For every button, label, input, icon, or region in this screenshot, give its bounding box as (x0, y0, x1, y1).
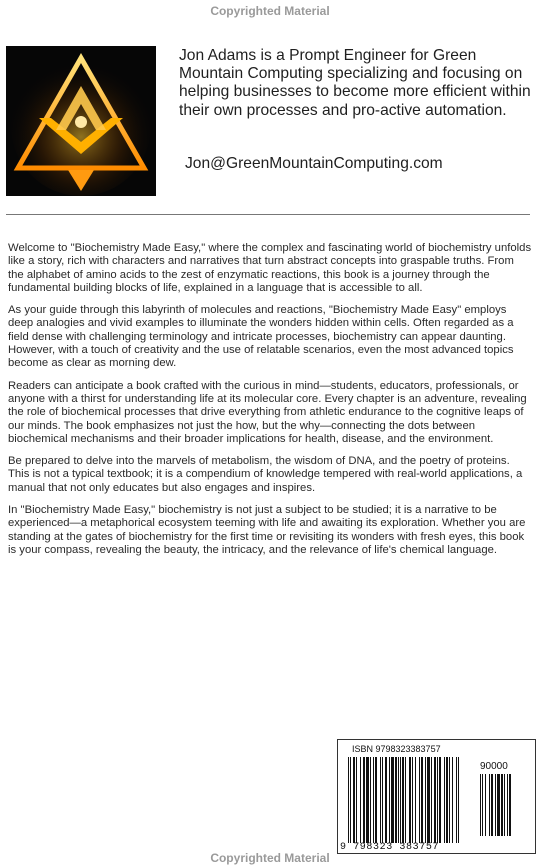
triangle-logo (6, 46, 156, 196)
copyright-watermark-bottom: Copyrighted Material (210, 851, 330, 865)
copyright-watermark-top: Copyrighted Material (210, 4, 330, 18)
triangle-logo-icon (6, 46, 156, 196)
isbn-label: ISBN 9798323383757 (352, 744, 441, 754)
price-barcode-icon (480, 774, 522, 836)
price-code: 90000 (480, 761, 508, 772)
description-paragraph-3: Readers can anticipate a book crafted with the curious in mind—students, educators, professionals, or anyone with a thirst for understanding life at its molecular core. Every chapter is an adventure, revealing the role of biochemical processes that drive everything from athletic endurance to the cognitive leaps of our minds. The book emphasizes not just the how, but the why—connecting the dots between biochemical mechanisms and their broader implications for health, disease, and the environment. (8, 379, 527, 445)
ean-digits: 9 798323 383757 (340, 842, 440, 853)
isbn-barcode (337, 739, 536, 854)
description-paragraph-5: In "Biochemistry Made Easy," biochemistry is not just a subject to be studied; it is a narrative to be experienced—a metaphorical ecosystem teeming with life and awaiting its exploration. Whether you are standing at the gates of biochemistry for the first time or revisiting its wonders with fresh eyes, this book is your compass, revealing the beauty, the intricacy, and the relevance of life's chemical language. (8, 504, 526, 556)
description-paragraph-1: Welcome to "Biochemistry Made Easy," where the complex and fascinating world of biochemistry unfolds like a story, rich with characters and narratives that turn abstract concepts into graspable truths. From the alphabet of amino acids to the zest of enzymatic reactions, this book is a journey through the fundamental building blocks of life, explained in a language that is accessible to all. (8, 242, 532, 294)
book-description (8, 242, 532, 566)
section-divider (6, 214, 530, 215)
description-paragraph-4: Be prepared to delve into the marvels of metabolism, the wisdom of DNA, and the poetry of proteins. This is not a typical textbook; it is a compendium of knowledge tempered with real-world applications, a manual that not only educates but also engages and inspires. (8, 455, 523, 494)
author-bio: Jon Adams is a Prompt Engineer for Green Mountain Computing specializing and focusing on helping businesses to become more efficient within their own processes and pro-active automation. (179, 47, 531, 119)
author-email: Jon@GreenMountainComputing.com (185, 155, 443, 172)
description-paragraph-2: As your guide through this labyrinth of molecules and reactions, "Biochemistry Made Easy" employs deep analogies and vivid examples to illuminate the wonders hidden within cells. Often regarded as a field dense with challenging terminology and intricate processes, biochemistry can appear daunting. However, with a touch of creativity and the use of relatable scenarios, even the most advanced topics become as clear as morning dew. (8, 304, 514, 370)
ean-barcode-icon (348, 757, 473, 843)
